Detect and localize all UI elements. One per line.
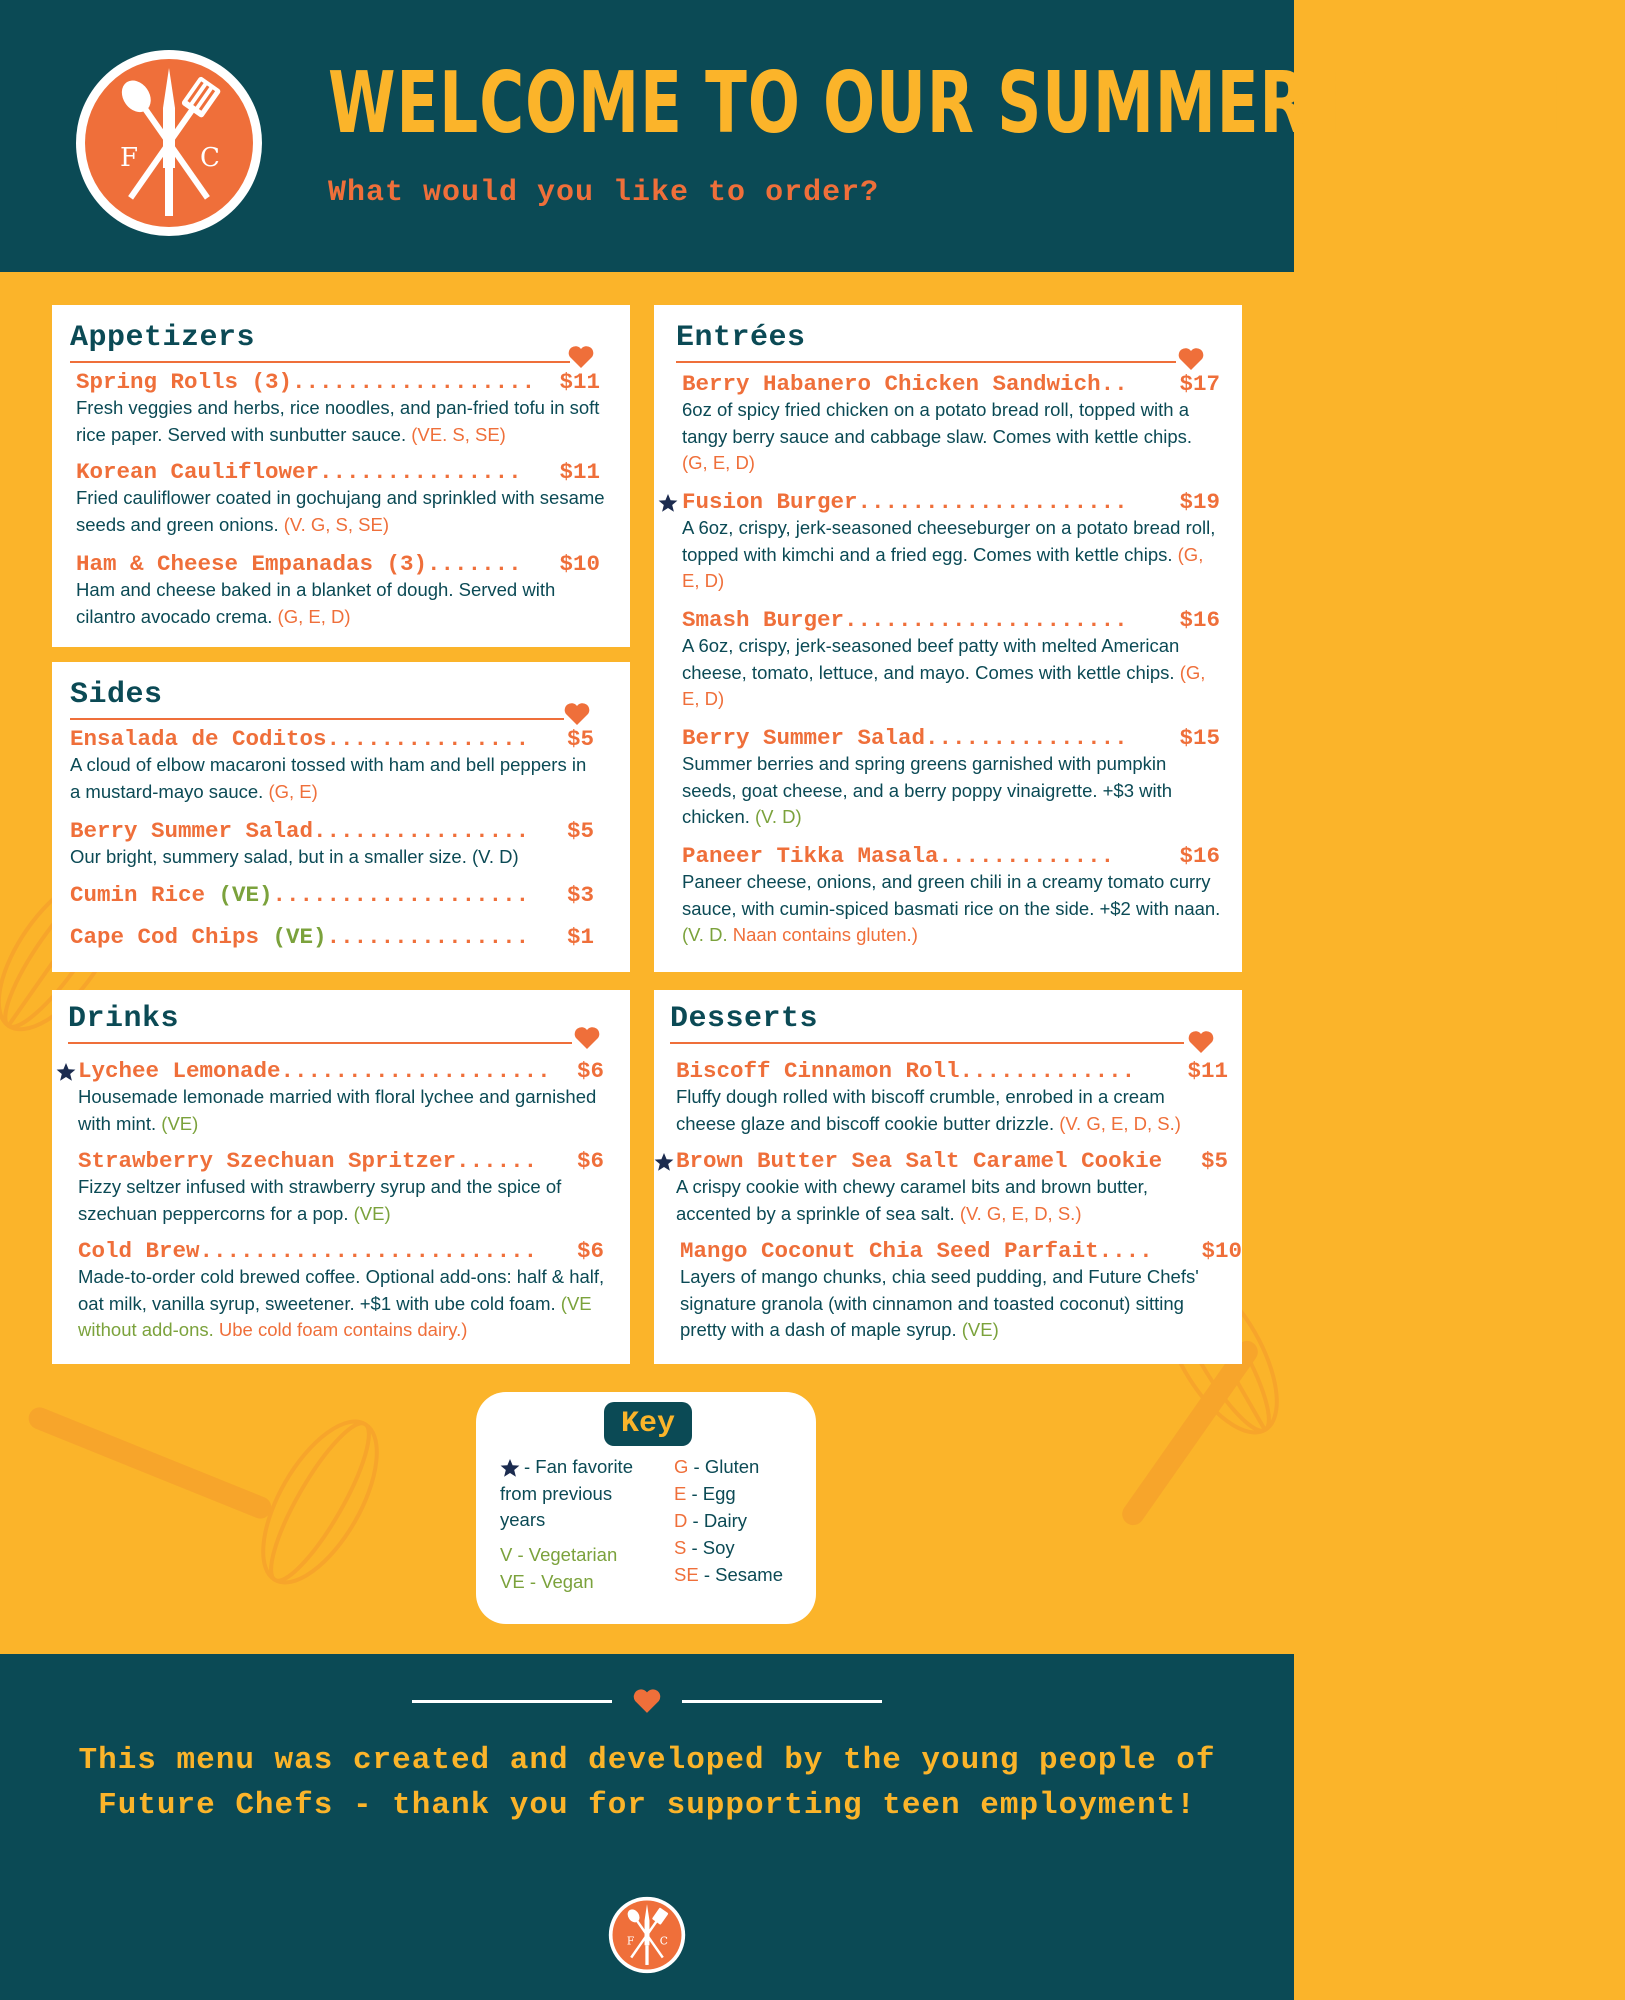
section-divider — [670, 1042, 1184, 1044]
menu-item-price: $3 — [566, 882, 594, 908]
key-title: Key — [604, 1402, 692, 1446]
heart-icon — [564, 702, 590, 726]
menu-item-description: A crispy cookie with chewy caramel bits and brown butter, accented by a sprinkle of sea salt. (V. G, E, D, S.) — [676, 1176, 1148, 1224]
menu-item-description: Fried cauliflower coated in gochujang and sprinkled with sesame seeds and green onions. (V. G, S, SE) — [76, 487, 605, 535]
page-title: WELCOME TO OUR SUMMER POP-UP! — [328, 54, 1625, 154]
desserts-card — [654, 990, 1242, 1364]
menu-item-name: Biscoff Cinnamon Roll............. — [676, 1058, 1136, 1084]
footer-divider-left — [412, 1700, 612, 1703]
menu-item-price: $5 — [566, 818, 594, 844]
menu-item-description: Layers of mango chunks, chia seed pudding, and Future Chefs' signature granola (with cinnamon and toasted coconut) sitting pretty with a dash of maple syrup. (VE) — [680, 1266, 1199, 1340]
section-divider — [68, 1042, 572, 1044]
menu-item-description: Paneer cheese, onions, and green chili in a creamy tomato curry sauce, with cumin-spiced basmati rice on the side. +$2 with naan. (V. D. Naan contains gluten.) — [682, 871, 1221, 945]
key-allergen-dairy: D - Dairy — [674, 1510, 747, 1531]
menu-item-name: Berry Summer Salad................ — [70, 818, 530, 844]
heart-icon — [1178, 347, 1204, 371]
key-favorite-label: - Fan favorite from previous years — [500, 1456, 633, 1530]
menu-item-description: A 6oz, crispy, jerk-seasoned beef patty with melted American cheese, tomato, lettuce, and mayo. Comes with kettle chips. (G, E, D) — [682, 635, 1206, 709]
menu-item-description: Made-to-order cold brewed coffee. Optional add-ons: half & half, oat milk, vanilla syrup, sweetener. +$1 with ube cold foam. (VE without add-ons. Ube cold foam contains dairy.) — [78, 1266, 605, 1340]
menu-item-description: 6oz of spicy fried chicken on a potato bread roll, topped with a tangy berry sauce and cabbage slaw. Comes with kettle chips. (G, E, D) — [682, 399, 1193, 473]
menu-item-price: $11 — [1187, 1058, 1228, 1084]
menu-item-price: $11 — [559, 459, 600, 485]
key-diet-vegetarian: V - Vegetarian — [500, 1544, 618, 1565]
allergen-key — [476, 1392, 816, 1624]
menu-item-price: $1 — [566, 924, 594, 950]
fan-favorite-star-icon — [658, 493, 678, 513]
menu-item-description: Our bright, summery salad, but in a smaller size. (V. D) — [70, 846, 519, 867]
fan-favorite-star-icon — [654, 1152, 674, 1172]
key-allergen-gluten: G - Gluten — [674, 1456, 760, 1477]
footer-message: This menu was created and developed by the young people of Future Chefs - thank you for supporting teen employment! — [78, 1743, 1216, 1823]
section-divider — [70, 361, 570, 363]
key-allergen-egg: E - Egg — [674, 1483, 736, 1504]
menu-item-price: $6 — [576, 1058, 604, 1084]
menu-item-price: $6 — [576, 1148, 604, 1174]
menu-item-description: A 6oz, crispy, jerk-seasoned cheeseburger on a potato bread roll, topped with kimchi and a fried egg. Comes with kettle chips. (G, E, D) — [682, 517, 1216, 591]
menu-item-description: Fizzy seltzer infused with strawberry syrup and the spice of szechuan peppercorns for a pop. (VE) — [78, 1176, 562, 1224]
section-divider — [70, 718, 564, 720]
drinks-card — [52, 990, 630, 1364]
menu-item-name: Cumin Rice (VE)................... — [70, 882, 530, 908]
section-title-drinks: Drinks — [68, 1002, 180, 1036]
heart-icon — [633, 1688, 661, 1714]
menu-item-name: Paneer Tikka Masala............. — [682, 843, 1115, 869]
future-chefs-logo — [74, 48, 264, 238]
page-subtitle: What would you like to order? — [328, 176, 880, 210]
menu-item-name: Brown Butter Sea Salt Caramel Cookie — [676, 1148, 1163, 1174]
menu-item-price: $15 — [1179, 725, 1220, 751]
logo-letter-c: C — [200, 143, 220, 173]
heart-icon — [568, 345, 594, 369]
menu-item-name: Cold Brew......................... — [78, 1238, 538, 1264]
menu-item-name: Lychee Lemonade.................... — [78, 1058, 551, 1084]
menu-item-price: $5 — [1200, 1148, 1228, 1174]
menu-item-description: Fluffy dough rolled with biscoff crumble, enrobed in a cream cheese glaze and biscoff cookie butter drizzle. (V. G, E, D, S.) — [676, 1086, 1181, 1134]
appetizers-card — [52, 305, 630, 647]
menu-item-name: Mango Coconut Chia Seed Parfait.... — [680, 1238, 1153, 1264]
logo-letter-c: C — [659, 1934, 668, 1948]
header — [0, 0, 1625, 272]
menu-item-description: A cloud of elbow macaroni tossed with ham and bell peppers in a mustard-mayo sauce. (G, E) — [70, 754, 587, 802]
section-divider — [676, 361, 1176, 363]
menu-item-description: Ham and cheese baked in a blanket of dough. Served with cilantro avocado crema. (G, E, D) — [76, 579, 556, 627]
menu-item-description: Fresh veggies and herbs, rice noodles, and pan-fried tofu in soft rice paper. Served with sunbutter sauce. (VE. S, SE) — [76, 397, 600, 445]
section-title-entrees: Entrées — [676, 321, 806, 355]
sides-card — [52, 662, 630, 972]
menu-item-name: Ham & Cheese Empanadas (3)....... — [76, 551, 522, 577]
section-title-appetizers: Appetizers — [70, 321, 256, 355]
menu-item-name: Ensalada de Coditos............... — [70, 726, 530, 752]
menu-item-name: Fusion Burger.................... — [682, 489, 1128, 515]
menu-item-name: Korean Cauliflower............... — [76, 459, 522, 485]
menu-item-description: Summer berries and spring greens garnished with pumpkin seeds, goat cheese, and a berry poppy vinaigrette. +$3 with chicken. (V. D) — [682, 753, 1173, 827]
menu-item-name: Berry Habanero Chicken Sandwich.. — [682, 371, 1128, 397]
menu-item-name: Berry Summer Salad............... — [682, 725, 1128, 751]
menu-item-price: $5 — [566, 726, 594, 752]
menu-item-price: $16 — [1179, 843, 1220, 869]
fan-favorite-star-icon — [56, 1062, 76, 1082]
section-title-sides: Sides — [70, 678, 163, 712]
heart-icon — [574, 1026, 600, 1050]
menu-item-price: $17 — [1179, 371, 1220, 397]
menu-item-price: $10 — [559, 551, 600, 577]
menu-item-name: Strawberry Szechuan Spritzer...... — [78, 1148, 538, 1174]
menu-item-price: $19 — [1179, 489, 1220, 515]
menu-item-name: Cape Cod Chips (VE)............... — [70, 924, 530, 950]
section-title-desserts: Desserts — [670, 1002, 819, 1036]
menu-item-price: $16 — [1179, 607, 1220, 633]
menu-item-price: $10 — [1201, 1238, 1242, 1264]
footer — [0, 1654, 1294, 2000]
key-allergen-soy: S - Soy — [674, 1537, 735, 1558]
menu-item-price: $11 — [559, 369, 600, 395]
entrees-card — [654, 305, 1242, 972]
logo-letter-f: F — [120, 143, 139, 173]
menu-item-description: Housemade lemonade married with floral lychee and garnished with mint. (VE) — [78, 1086, 597, 1134]
heart-icon — [1188, 1030, 1214, 1054]
menu-item-name: Spring Rolls (3).................. — [76, 369, 536, 395]
key-diet-vegan: VE - Vegan — [500, 1571, 594, 1592]
footer-divider-right — [682, 1700, 882, 1703]
menu-item-price: $6 — [576, 1238, 604, 1264]
logo-letter-f: F — [626, 1934, 635, 1948]
menu-item-name: Smash Burger..................... — [682, 607, 1128, 633]
key-allergen-sesame: SE - Sesame — [674, 1564, 783, 1585]
future-chefs-logo-small — [608, 1896, 686, 1974]
